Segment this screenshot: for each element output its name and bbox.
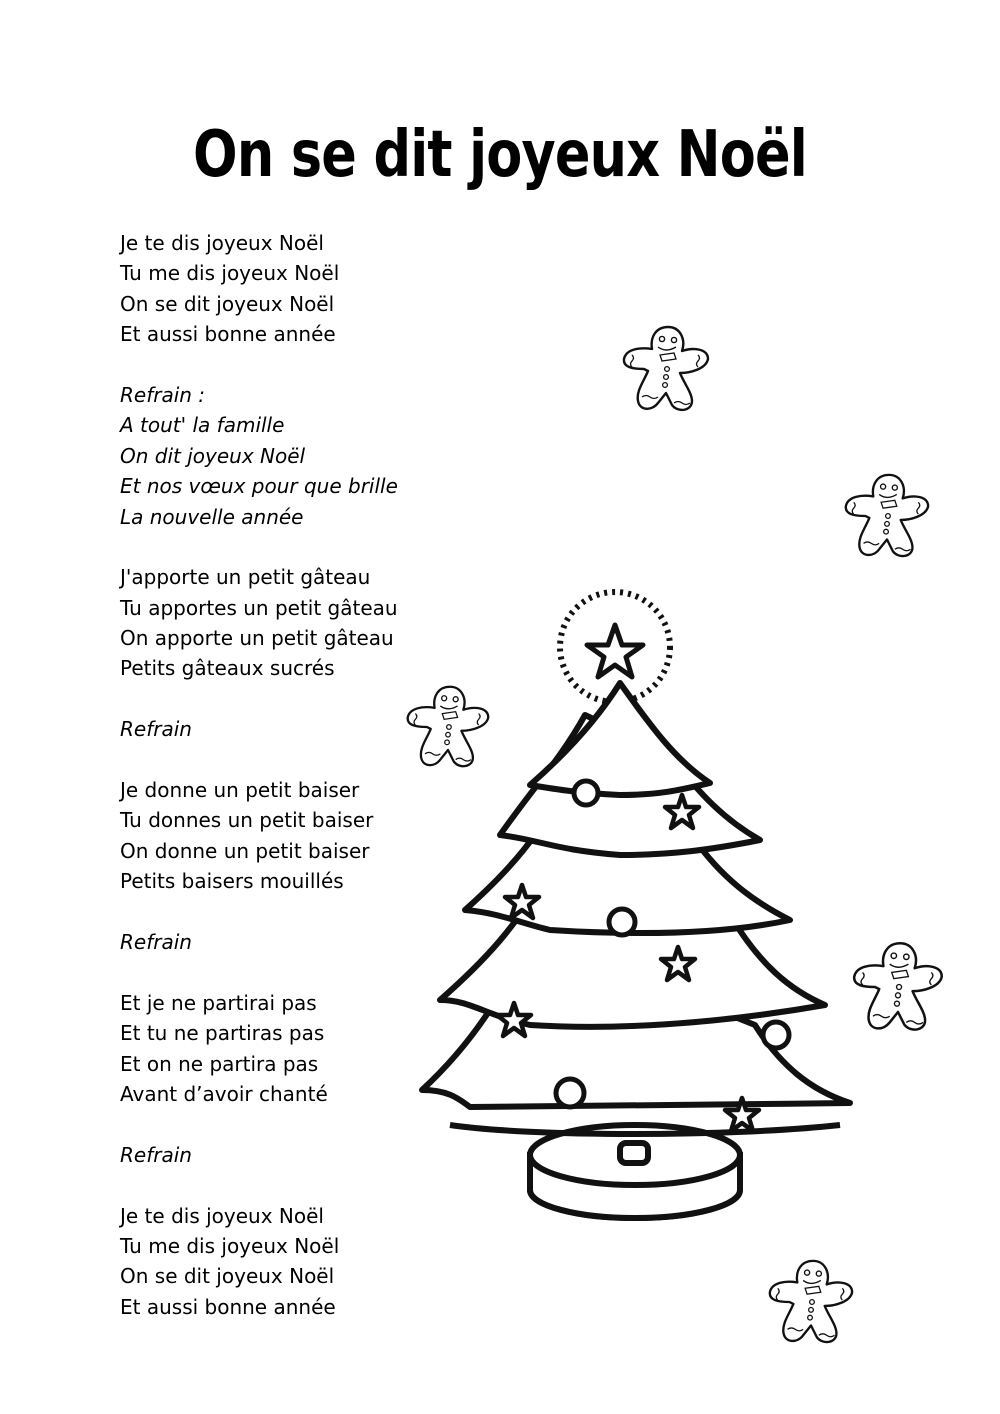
chorus-reference: Refrain bbox=[120, 929, 192, 954]
lyric-line: Petits baisers mouillés bbox=[120, 869, 344, 894]
chorus-heading: Refrain : bbox=[120, 382, 206, 407]
lyric-line: On donne un petit baiser bbox=[120, 838, 370, 863]
lyric-line: Tu me dis joyeux Noël bbox=[120, 1233, 340, 1258]
stanza-chorus bbox=[120, 380, 440, 532]
lyric-line: On se dit joyeux Noël bbox=[120, 291, 335, 316]
lyric-line: Je donne un petit baiser bbox=[120, 778, 360, 803]
lyric-line: Tu donnes un petit baiser bbox=[120, 808, 374, 833]
page-title: On se dit joyeux Noël bbox=[193, 118, 807, 192]
lyric-line: Tu apportes un petit gâteau bbox=[120, 595, 398, 620]
lyric-line: On dit joyeux Noël bbox=[120, 443, 306, 468]
lyric-line: Et aussi bonne année bbox=[120, 1294, 336, 1319]
lyric-line: On se dit joyeux Noël bbox=[120, 1264, 335, 1289]
lyric-line: Et aussi bonne année bbox=[120, 322, 336, 347]
lyric-line: Et nos vœux pour que brille bbox=[120, 474, 398, 499]
lyric-line: Et tu ne partiras pas bbox=[120, 1021, 325, 1046]
stanza-verse-3 bbox=[120, 775, 440, 897]
lyric-line: On apporte un petit gâteau bbox=[120, 626, 394, 651]
gingerbread-man-icon bbox=[840, 462, 934, 570]
lyric-line: Je te dis joyeux Noël bbox=[120, 1203, 324, 1228]
stanza-verse-1 bbox=[120, 228, 440, 350]
lyric-line: Tu me dis joyeux Noël bbox=[120, 261, 340, 286]
lyric-line: Et je ne partirai pas bbox=[120, 990, 317, 1015]
lyric-line: Petits gâteaux sucrés bbox=[120, 656, 335, 681]
chorus-reference: Refrain bbox=[120, 717, 192, 742]
lyrics bbox=[120, 228, 440, 1322]
christmas-tree-icon bbox=[410, 585, 860, 1230]
gingerbread-man-icon bbox=[848, 934, 948, 1040]
stanza-verse-2 bbox=[120, 562, 440, 684]
lyric-line: Je te dis joyeux Noël bbox=[120, 231, 324, 255]
stanza-verse-5 bbox=[120, 1201, 440, 1323]
lyric-line: J'apporte un petit gâteau bbox=[120, 565, 371, 590]
lyric-line: Et on ne partira pas bbox=[120, 1051, 319, 1076]
gingerbread-man-icon bbox=[764, 1248, 858, 1356]
lyric-line: A tout' la famille bbox=[120, 413, 285, 438]
chorus-reference: Refrain bbox=[120, 1142, 192, 1167]
lyric-line: La nouvelle année bbox=[120, 504, 304, 529]
stanza-verse-4 bbox=[120, 988, 440, 1110]
lyric-line: Avant d’avoir chanté bbox=[120, 1081, 328, 1106]
gingerbread-man-icon bbox=[618, 316, 714, 422]
